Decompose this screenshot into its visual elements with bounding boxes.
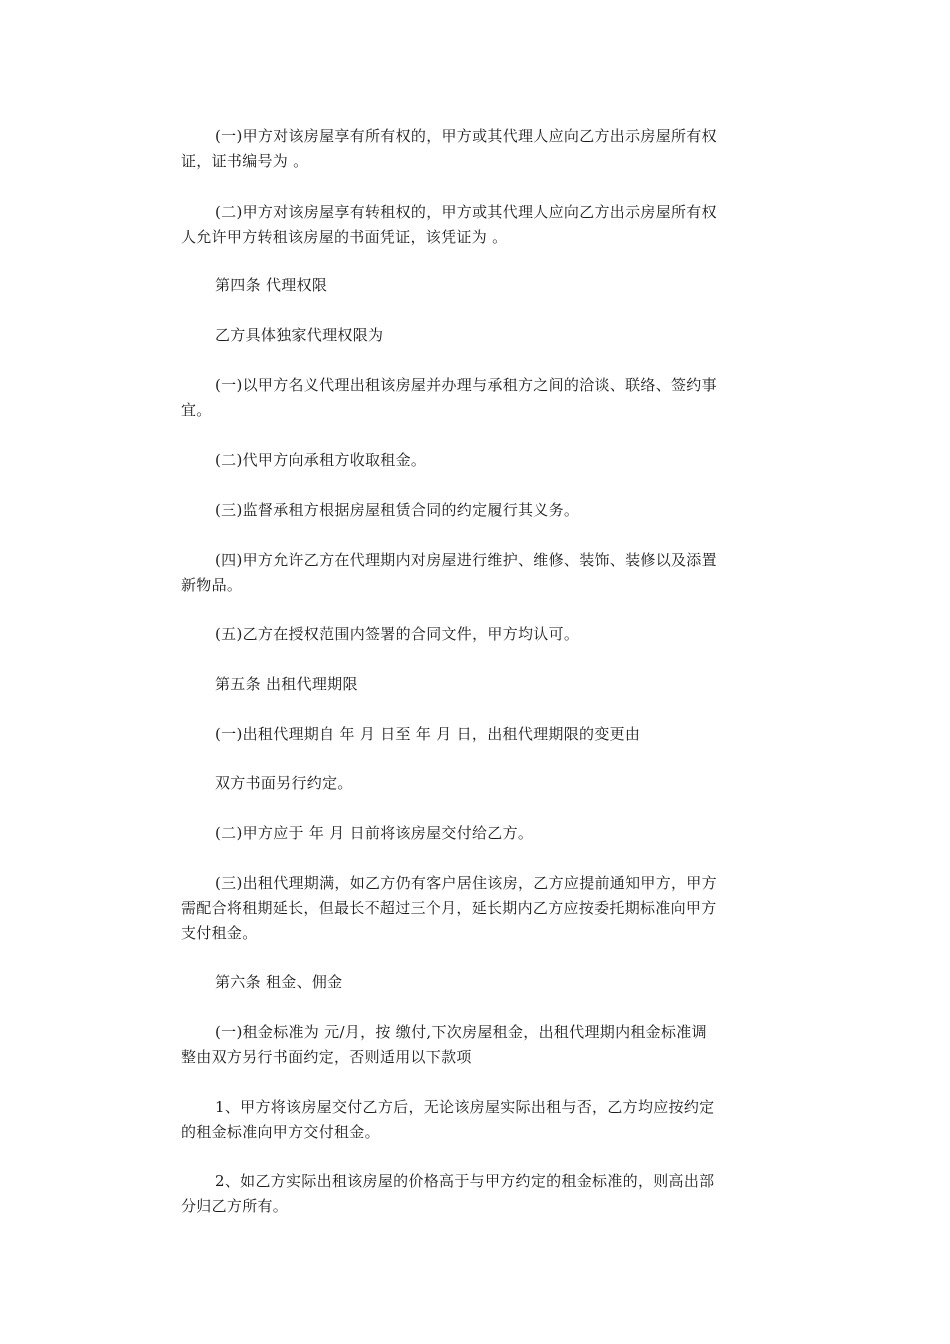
paragraph-line: 人允许甲方转租该房屋的书面凭证，该凭证为 。 — [181, 228, 508, 246]
paragraph-line: 第四条 代理权限 — [215, 276, 328, 294]
paragraph-line: 支付租金。 — [181, 924, 258, 942]
paragraph-line: (一)以甲方名义代理出租该房屋并办理与承租方之间的洽谈、联络、签约事 — [215, 376, 717, 394]
paragraph-line: 第六条 租金、佣金 — [215, 973, 343, 991]
paragraph-line: (二)甲方应于 年 月 日前将该房屋交付给乙方。 — [215, 824, 534, 842]
paragraph-13 — [181, 1020, 771, 1070]
paragraph-line: (一)出租代理期自 年 月 日至 年 月 日，出租代理期限的变更由 — [215, 725, 641, 743]
paragraph-11 — [181, 821, 771, 846]
paragraph-6 — [181, 498, 771, 523]
paragraph-15 — [181, 1169, 771, 1219]
paragraph-line: 分归乙方所有。 — [181, 1197, 289, 1215]
paragraph-8 — [181, 622, 771, 647]
paragraph-line: 宜。 — [181, 401, 212, 419]
paragraph-line: 第五条 出租代理期限 — [215, 675, 358, 693]
paragraph-line: 新物品。 — [181, 576, 243, 594]
paragraph-line: (一)租金标准为 元/月，按 缴付,下次房屋租金，出租代理期内租金标准调 — [215, 1023, 707, 1041]
paragraph-line: (二)代甲方向承租方收取租金。 — [215, 451, 427, 469]
paragraph-line: (二)甲方对该房屋享有转租权的，甲方或其代理人应向乙方出示房屋所有权 — [215, 203, 717, 221]
article-6-heading — [181, 970, 771, 995]
paragraph-line: 乙方具体独家代理权限为 — [215, 326, 384, 344]
paragraph-line: (一)甲方对该房屋享有所有权的，甲方或其代理人应向乙方出示房屋所有权 — [215, 127, 717, 145]
paragraph-line: 双方书面另行约定。 — [215, 774, 353, 792]
paragraph-line: 1、甲方将该房屋交付乙方后，无论该房屋实际出租与否，乙方均应按约定 — [215, 1098, 715, 1116]
paragraph-9 — [181, 722, 771, 747]
paragraph-3 — [181, 323, 771, 348]
paragraph-14 — [181, 1095, 771, 1145]
paragraph-line: (三)监督承租方根据房屋租赁合同的约定履行其义务。 — [215, 501, 580, 519]
article-5-heading — [181, 672, 771, 697]
paragraph-line: 的租金标准向甲方交付租金。 — [181, 1123, 380, 1141]
paragraph-line: (三)出租代理期满，如乙方仍有客户居住该房，乙方应提前通知甲方，甲方 — [215, 874, 717, 892]
paragraph-line: (五)乙方在授权范围内签署的合同文件，甲方均认可。 — [215, 625, 580, 643]
paragraph-2 — [181, 200, 771, 250]
article-4-heading — [181, 273, 771, 298]
paragraph-4 — [181, 373, 771, 423]
paragraph-line: 需配合将租期延长，但最长不超过三个月，延长期内乙方应按委托期标准向甲方 — [181, 899, 717, 917]
paragraph-12 — [181, 871, 771, 946]
paragraph-5 — [181, 448, 771, 473]
paragraph-line: 整由双方另行书面约定，否则适用以下款项 — [181, 1048, 472, 1066]
paragraph-10 — [181, 771, 771, 796]
paragraph-line: 2、如乙方实际出租该房屋的价格高于与甲方约定的租金标准的，则高出部 — [215, 1172, 715, 1190]
paragraph-1 — [181, 124, 771, 174]
paragraph-line: 证，证书编号为 。 — [181, 152, 309, 170]
paragraph-7 — [181, 548, 771, 598]
paragraph-line: (四)甲方允许乙方在代理期内对房屋进行维护、维修、装饰、装修以及添置 — [215, 551, 717, 569]
